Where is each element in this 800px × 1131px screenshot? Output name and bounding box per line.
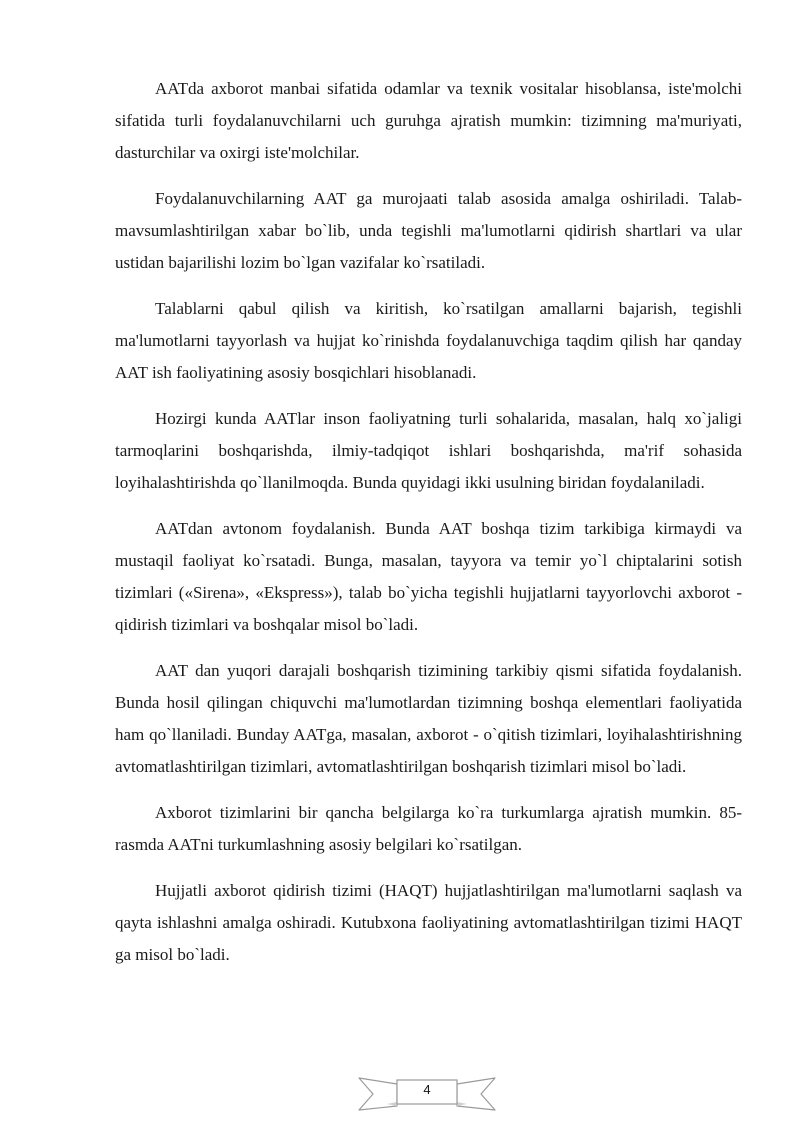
page-footer (357, 1074, 497, 1114)
paragraph-7: Axborot tizimlarini bir qancha belgilarga ko`ra turkumlarga ajratish mumkin. 85-rasmda AATni turkumlashning asosiy belgilari ko`rsatilgan. (115, 803, 742, 854)
paragraph-8: Hujjatli axborot qidirish tizimi (HAQT) hujjatlashtirilgan ma'lumotlarni saqlash va qayta ishlashni amalga oshiradi. Kutubxona faoliyatining avtomatlashtirilgan tizimi HAQT ga misol bo`ladi. (115, 881, 742, 964)
paragraph-5: AATdan avtonom foydalanish. Bunda AAT boshqa tizim tarkibiga kirmaydi va mustaqil faoliyat ko`rsatadi. Bunga, masalan, tayyora va temir yo`l chiptalarini sotish tizimlari («Sirena», «Ekspress»), talab bo`yicha tegishli hujjatlarni tayyorlovchi axborot - qidirish tizimlari va boshqalar misol bo`ladi. (115, 519, 742, 634)
paragraph-3: Talablarni qabul qilish va kiritish, ko`rsatilgan amallarni bajarish, tegishli ma'lumotlarni tayyorlash va hujjat ko`rinishda foydalanuvchiga taqdim qilish har qanday AAT ish faoliyatining asosiy bosqichlari hisoblanadi. (115, 299, 742, 382)
paragraph-2: Foydalanuvchilarning AAT ga murojaati talab asosida amalga oshiriladi. Talab-mavsumlashtirilgan xabar bo`lib, unda tegishli ma'lumotlarni qidirish shartlari va ular ustidan bajarilishi lozim bo`lgan vazifalar ko`rsatiladi. (115, 189, 742, 272)
paragraph-1: AATda axborot manbai sifatida odamlar va texnik vositalar hisoblansa, iste'molchi sifatida turli foydalanuvchilarni uch guruhga ajratish mumkin: tizimning ma'muriyati, dasturchilar va oxirgi iste'molchilar. (115, 79, 742, 162)
paragraph-4: Hozirgi kunda AATlar inson faoliyatning turli sohalarida, masalan, halq xo`jaligi tarmoqlarini boshqarishda, ilmiy-tadqiqot ishlari boshqarishda, ma'rif sohasida loyihalashtirishda qo`llanilmoqda. Bunda quyidagi ikki usulning biridan foydalaniladi. (115, 409, 742, 492)
document-page (115, 73, 742, 985)
page-number: 4 (423, 1082, 431, 1097)
paragraph-6: AAT dan yuqori darajali boshqarish tizimining tarkibiy qismi sifatida foydalanish. Bunda hosil qilingan chiquvchi ma'lumotlardan tizimning boshqa elementlari faoliyatida ham qo`llaniladi. Bunday AATga, masalan, axborot - o`qitish tizimlari, loyihalashtirishning avtomatlashtirilgan tizimlari, avtomatlashtirilgan boshqarish tizimlari misol bo`ladi. (115, 661, 742, 776)
